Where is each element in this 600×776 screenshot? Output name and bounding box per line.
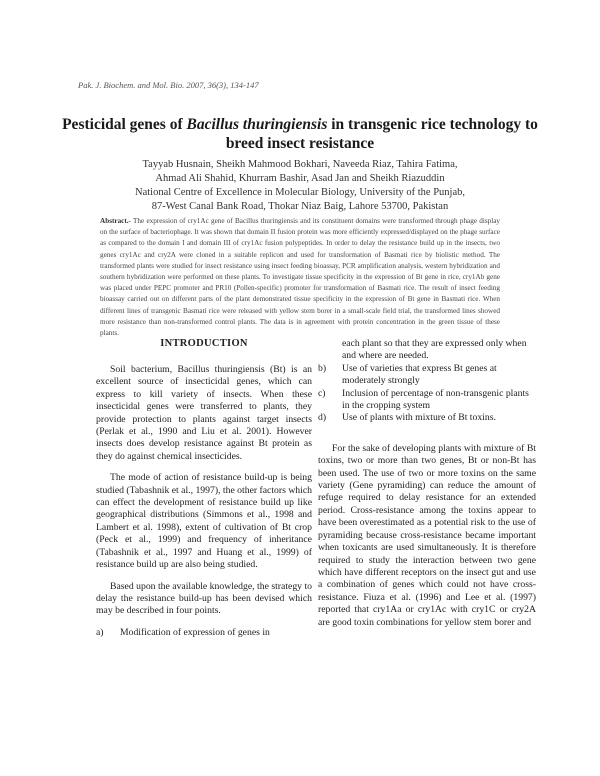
list-item [318,338,536,363]
right-column [318,338,536,629]
list-item [96,627,312,639]
list-marker: b) [318,362,327,374]
paragraph: Soil bacterium, Bacillus thuringiensis (Bt) is an excellent source of insecticidal genes, which can express to kill variety of insects. When these insecticidal genes were transferred to plants, they provide protection to plants against target insects (Perlak et al., 1990 and Liu et al. 2001). However insects does develop resistance against Bt protein as they do against chemical insecticides. [96,364,312,462]
author-block [110,158,490,214]
strategy-list-continued [318,338,536,425]
list-item [318,363,536,388]
list-item-text: Use of plants with mixture of Bt toxins. [342,412,496,424]
title-part-2: in transgenic rice technology to breed insect resistance [225,116,538,152]
section-heading-introduction: INTRODUCTION [160,338,248,349]
journal-citation: Pak. J. Biochem. and Mol. Bio. 2007, 36(3), 134-147 [78,80,259,90]
author-line: Tayyab Husnain, Sheikh Mahmood Bokhari, Naveeda Riaz, Tahira Fatima, [142,159,458,170]
strategy-list [96,627,312,639]
paragraph: The mode of action of resistance build-up is being studied (Tabashnik et al., 1997), the other factors which can effect the development of resistance build up like geographical distributions (Simmons et al., 1998 and Lambert et al. 1998), extent of cultivation of Bt crop (Peck et al., 1999) and frequency of inheritance (Tabashnik et al., 1997 and Huang et al., 1999) of resistance build up are also being studied. [96,472,312,571]
list-marker: c) [318,387,326,399]
address-line: 87-West Canal Bank Road, Thokar Niaz Baig, Lahore 53700, Pakistan [151,201,449,212]
title-species: Bacillus thuringiensis [186,116,328,133]
left-column [96,338,312,639]
list-item [318,412,536,424]
paper-title [60,115,540,153]
title-part-1: Pesticidal genes of [62,116,187,133]
list-item [318,388,536,413]
abstract-label: Abstract.- [100,217,131,225]
abstract-text: The expression of cry1Ac gene of Bacillus thuringiensis and its constituent domains were transformed through phage display on the surface of bacteriophage. It was shown that domain II fusion protein was more efficiently expressed/displayed on the phage surface as compared to the domain I and domain III of cry1Ac fusion polypeptides. In order to delay the resistance build up in the insects, two genes cry1Ac and cry2A were cloned in a suitable replicon and used for transformation of Basmati rice by biolistic method. The transformed plants were studied for insect resistance using insect feeding bioassay, PCR amplification analysis, western hybridization and southern hybridization were performed on these plants. To investigate tissue specificity in the expression of Bt gene in rice, cry1Ab gene was placed under PEPC promoter and PR10 (Pollen-specific) promoter for transformation of Basmati rice. The result of insect feeding bioassay carried out on different parts of the plant demonstrated tissue specificity in the expression of Bt gene in Basmati rice. When different lines of transgenic Basmati rice were released with yellow stem borer in a small-scale field trial, the transformed lines showed more resistance than non-transformed control plants. The data is in agreement with protein concentration in the green tissue of these plants. [100,217,501,338]
abstract [100,216,501,338]
affiliation-line: National Centre of Excellence in Molecular Biology, University of the Punjab, [135,187,465,198]
author-line: Ahmad Ali Shahid, Khurram Bashir, Asad Jan and Sheikh Riazuddin [155,173,445,184]
paragraph: Based upon the available knowledge, the strategy to delay the resistance build-up has been devised which may be described in four points. [96,580,312,617]
list-item-text: Inclusion of percentage of non-transgenic plants in the cropping system [342,387,529,412]
list-item-text: Modification of expression of genes in [120,626,270,638]
paragraph: For the sake of developing plants with mixture of Bt toxins, two or more than two genes, Bt or non-Bt has been used. The use of two or more toxins on the same variety (Gene pyramiding) can reduce the amount of refuge required to delay resistance for an extended period. Cross-resistance among the toxins appear to have been overestimated as a potential risk to the use of pyramiding because cross-resistance became important when toxicants are used simultaneously. It is therefore required to study the interaction between two gene which have different receptors on the insect gut and use a combination of genes which could not have cross-resistance. Fiuza et al. (1996) and Lee et al. (1997) reported that cry1Aa or cry1Ac with cry1C or cry2A are good toxin combinations for yellow stem borer and [318,442,536,628]
list-marker: d) [318,412,327,424]
list-marker: a) [96,626,104,638]
list-item-text: Use of varieties that express Bt genes at moderately strongly [342,362,497,387]
list-item-text: each plant so that they are expressed only when and where are needed. [342,338,527,362]
